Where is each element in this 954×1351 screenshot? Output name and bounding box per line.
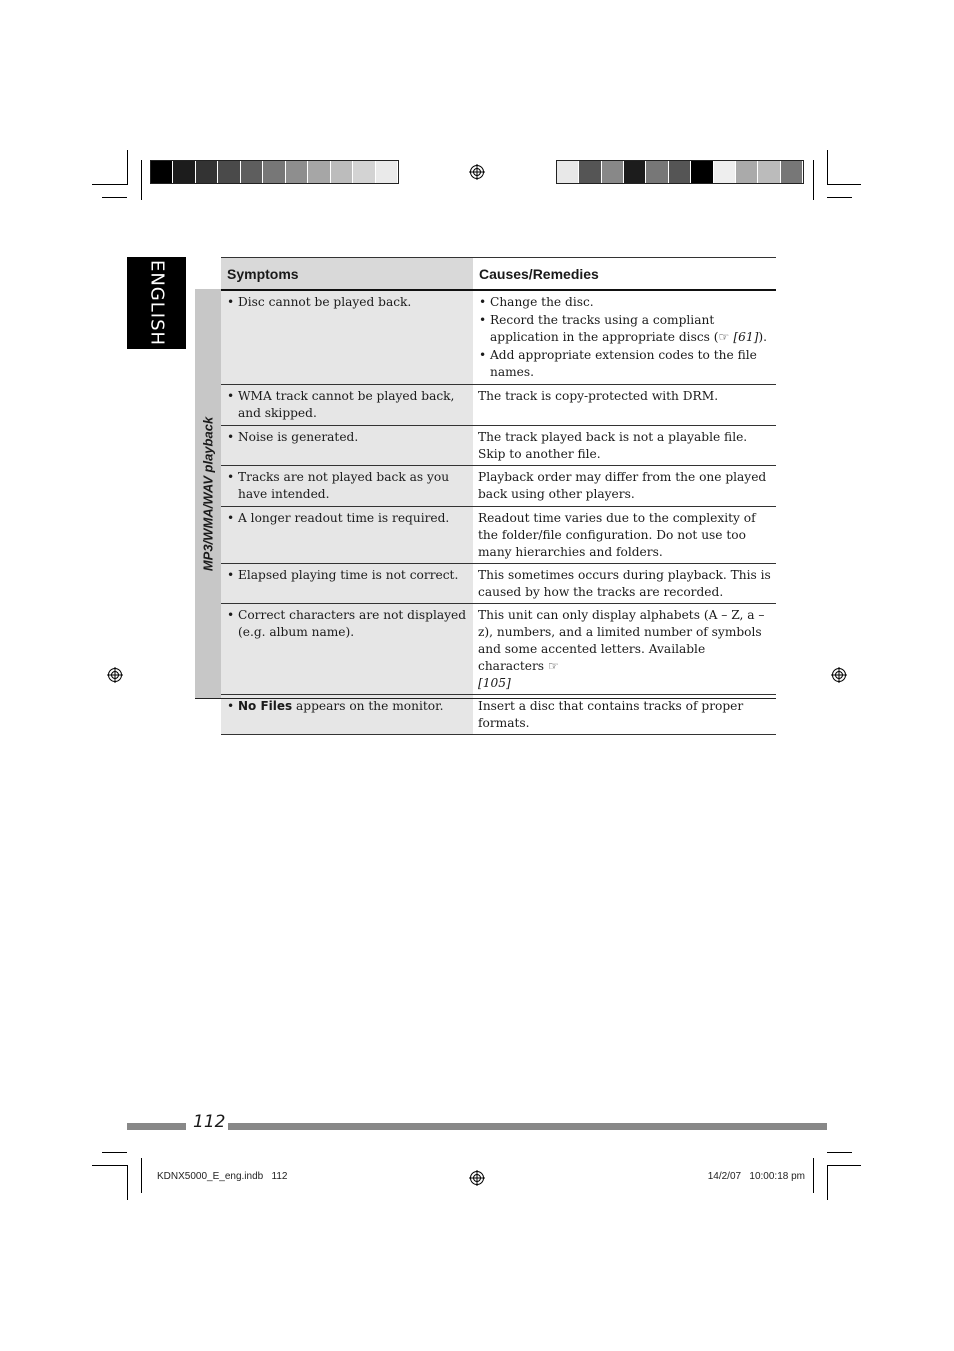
remedy-text-tail: ). <box>758 330 768 344</box>
gray-swatch <box>263 161 285 183</box>
gray-scale-bar-left <box>150 160 399 184</box>
remedy-text: This unit can only display alphabets (A – Z, a – z), numbers, and a limited number of symbols and some accented letters. Available characters <box>478 608 765 673</box>
gray-swatch <box>646 161 668 183</box>
print-file-name: KDNX5000_E_eng.indb 112 <box>157 1171 288 1182</box>
gray-swatch <box>714 161 736 183</box>
remedies-header: Causes/Remedies <box>473 258 776 291</box>
remedy-cell: Playback order may differ from the one played back using other players. <box>473 466 776 507</box>
crop-mark <box>827 184 861 185</box>
remedy-cell: The track is copy-protected with DRM. <box>473 385 776 426</box>
table-row <box>221 385 776 426</box>
symptom-cell <box>221 604 473 695</box>
remedy-item: • Add appropriate extension codes to the file names. <box>478 347 771 381</box>
symptom-text: • Elapsed playing time is not correct. <box>226 567 468 584</box>
table-bottom-rule <box>195 698 776 699</box>
crop-mark <box>813 1158 814 1193</box>
remedy-cell <box>473 290 776 385</box>
gray-swatch <box>353 161 375 183</box>
registration-target-icon <box>469 164 485 180</box>
symptom-cell <box>221 507 473 564</box>
crop-mark <box>92 184 127 185</box>
no-files-message: No Files <box>238 699 293 713</box>
gray-swatch <box>196 161 218 183</box>
table-row <box>221 564 776 604</box>
symptom-cell <box>221 290 473 385</box>
symptom-text <box>226 698 468 715</box>
table-header-row <box>221 258 776 291</box>
table-row <box>221 466 776 507</box>
gray-swatch <box>286 161 308 183</box>
registration-target-icon <box>831 667 847 683</box>
crop-mark <box>827 150 828 185</box>
remedy-cell: This sometimes occurs during playback. This is caused by how the tracks are recorded. <box>473 564 776 604</box>
crop-mark <box>127 1165 128 1200</box>
symptom-text: • Disc cannot be played back. <box>226 294 468 311</box>
symptom-cell <box>221 385 473 426</box>
gray-swatch <box>376 161 398 183</box>
reference-pointer-icon: ☞ <box>718 330 730 344</box>
table-row <box>221 604 776 695</box>
gray-swatch <box>557 161 579 183</box>
gray-swatch <box>151 161 173 183</box>
remedy-cell: Insert a disc that contains tracks of proper formats. <box>473 695 776 735</box>
gray-swatch <box>781 161 803 183</box>
registration-target-icon <box>469 1170 485 1186</box>
remedy-cell <box>473 604 776 695</box>
reference-pointer-icon: ☞ <box>547 659 559 673</box>
remedy-cell: The track played back is not a playable file. Skip to another file. <box>473 426 776 466</box>
table-row <box>221 507 776 564</box>
page-reference: [105] <box>478 676 511 690</box>
symptoms-header: Symptoms <box>221 258 473 291</box>
remedy-cell: Readout time varies due to the complexity of the folder/file configuration. Do not use too many hierarchies and folders. <box>473 507 776 564</box>
remedy-item: • Change the disc. <box>478 294 771 311</box>
gray-swatch <box>331 161 353 183</box>
crop-mark <box>141 160 142 200</box>
gray-swatch <box>736 161 758 183</box>
print-timestamp: 14/2/07 10:00:18 pm <box>707 1171 805 1182</box>
crop-mark <box>827 1165 861 1166</box>
gray-swatch <box>241 161 263 183</box>
gray-scale-bar-right <box>556 160 804 184</box>
table-row <box>221 290 776 385</box>
page-reference: [61] <box>733 330 759 344</box>
crop-mark <box>92 1165 127 1166</box>
table-row <box>221 695 776 735</box>
page-bar-right <box>228 1123 827 1130</box>
symptom-cell <box>221 426 473 466</box>
category-band <box>195 289 221 699</box>
language-tab-label: ENGLISH <box>146 259 167 347</box>
symptom-cell <box>221 564 473 604</box>
troubleshooting-table <box>221 257 776 735</box>
crop-mark <box>813 160 814 200</box>
symptom-cell <box>221 695 473 735</box>
symptom-text-tail: appears on the monitor. <box>292 699 444 713</box>
gray-swatch <box>624 161 646 183</box>
gray-swatch <box>602 161 624 183</box>
page-bar-left <box>127 1123 186 1130</box>
gray-swatch <box>579 161 601 183</box>
page-number: 112 <box>193 1112 226 1132</box>
crop-mark <box>102 197 127 198</box>
gray-swatch <box>218 161 240 183</box>
symptom-text: • Noise is generated. <box>226 429 468 446</box>
crop-mark <box>127 150 128 185</box>
gray-swatch <box>173 161 195 183</box>
category-label: MP3/WMA/WAV playback <box>200 416 216 572</box>
language-tab <box>127 257 186 349</box>
crop-mark <box>827 1165 828 1200</box>
gray-swatch <box>308 161 330 183</box>
registration-target-icon <box>107 667 123 683</box>
gray-swatch <box>691 161 713 183</box>
symptom-cell <box>221 466 473 507</box>
gray-swatch <box>758 161 780 183</box>
symptom-text: • Tracks are not played back as you have intended. <box>226 469 468 503</box>
remedy-item <box>478 312 771 346</box>
symptom-text: • WMA track cannot be played back, and skipped. <box>226 388 468 422</box>
crop-mark <box>102 1152 127 1153</box>
table-row <box>221 426 776 466</box>
crop-mark <box>827 1152 852 1153</box>
symptom-text: • Correct characters are not displayed (e.g. album name). <box>226 607 468 641</box>
crop-mark <box>141 1158 142 1193</box>
gray-swatch <box>669 161 691 183</box>
crop-mark <box>827 197 852 198</box>
remedy-text: Record the tracks using a compliant application in the appropriate discs ( <box>490 313 719 344</box>
symptom-text: • A longer readout time is required. <box>226 510 468 527</box>
